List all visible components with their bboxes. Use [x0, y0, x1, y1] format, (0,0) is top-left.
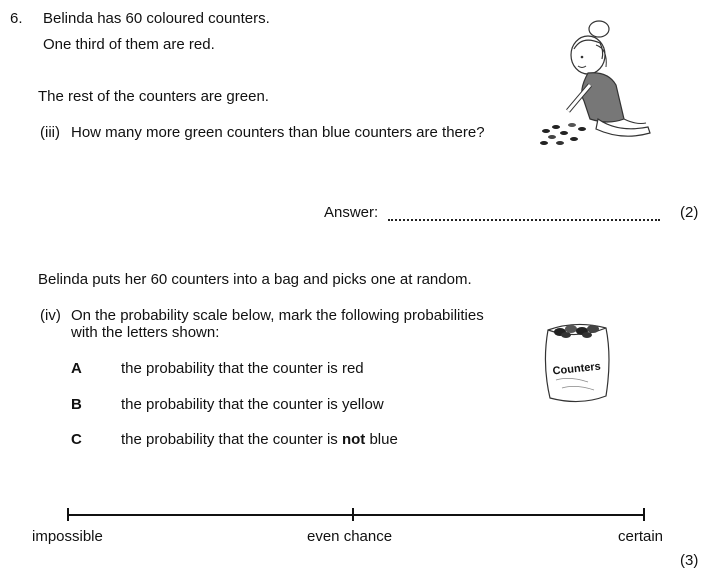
item-text-c-emphasis: not — [341, 431, 366, 448]
item-text-a: the probability that the counter is red — [121, 360, 364, 377]
scale-tick-left — [67, 508, 69, 521]
counters-bag-illustration — [540, 318, 615, 410]
rest-line: The rest of the counters are green. — [38, 88, 269, 105]
item-letter-b: B — [71, 396, 82, 413]
intro-line-1: Belinda has 60 coloured counters. — [43, 10, 270, 27]
bag-label: Counters — [552, 360, 602, 378]
scale-line[interactable] — [68, 514, 644, 516]
intro-line-2: One third of them are red. — [43, 36, 215, 53]
part-iii-label: (iii) — [40, 124, 60, 141]
part-iv-text-2: with the letters shown: — [71, 324, 220, 341]
scale-tick-middle — [352, 508, 354, 521]
marks-iv: (3) — [680, 552, 699, 569]
scale-label-certain: certain — [618, 528, 664, 545]
part-iv-text-1: On the probability scale below, mark the following probabilities — [71, 307, 484, 324]
scale-label-impossible: impossible — [32, 528, 103, 545]
scale-label-even-chance: even chance — [307, 528, 393, 545]
item-text-c: the probability that the counter is not blue — [121, 431, 398, 448]
marks-iii: (2) — [680, 204, 699, 221]
girl-with-counters-illustration — [538, 15, 658, 150]
item-text-b: the probability that the counter is yellow — [121, 396, 384, 413]
part-iii-text: How many more green counters than blue counters are there? — [71, 124, 485, 141]
scale-tick-right — [643, 508, 645, 521]
question-number: 6. — [10, 10, 23, 27]
answer-label: Answer: — [324, 204, 379, 221]
item-letter-c: C — [71, 431, 82, 448]
bag-line: Belinda puts her 60 counters into a bag and picks one at random. — [38, 271, 472, 288]
answer-line[interactable] — [388, 219, 660, 221]
part-iv-label: (iv) — [40, 307, 61, 324]
item-letter-a: A — [71, 360, 82, 377]
